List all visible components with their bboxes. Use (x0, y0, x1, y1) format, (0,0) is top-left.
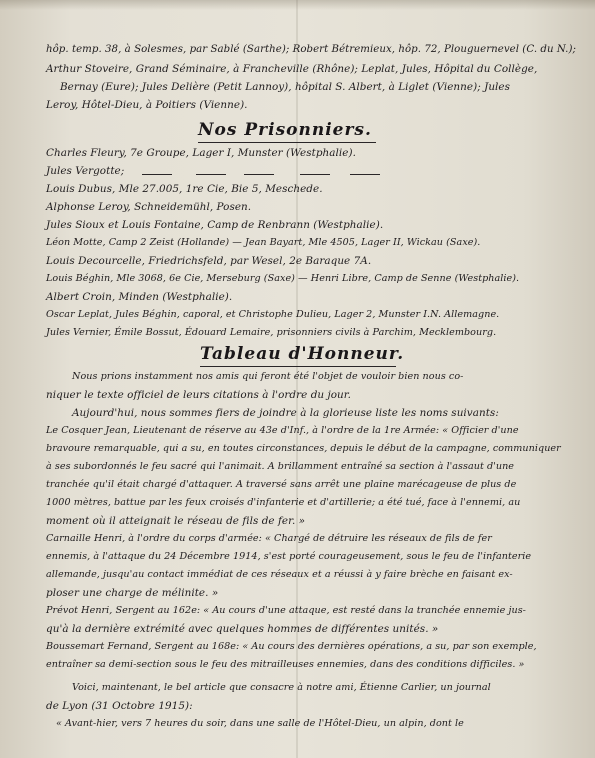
prisoners-heading: Nos Prisonniers. (198, 120, 372, 140)
honneur-line-8: 1000 mètres, battue par les feux croisés d'infanterie et d'artillerie; a été tué, face à l'ennemi, au (46, 497, 521, 508)
prisoners-heading-underline (198, 142, 376, 143)
prisoner-line-9: Albert Croin, Minden (Westphalie). (46, 291, 233, 303)
honneur-line-9: moment où il atteignait le réseau de fils de fer. » (46, 515, 306, 527)
honneur-line-13: ploser une charge de mélinite. » (46, 587, 219, 599)
prisoner-line-7: Louis Decourcelle, Friedrichsfeld, par Wesel, 2e Baraque 7A. (46, 255, 372, 267)
prisoner-line-6: Léon Motte, Camp 2 Zeist (Hollande) — Jean Bayart, Mle 4505, Lager II, Wickau (Saxe). (46, 237, 481, 248)
honneur-line-17: entraîner sa demi-section sous le feu des mitrailleuses ennemies, dans des conditions difficiles. » (46, 659, 525, 670)
honneur-line-1: Nous prions instamment nos amis qui feront été l'objet de vouloir bien nous co- (72, 371, 464, 382)
honneur-line-7: tranchée qu'il était chargé d'attaquer. A traversé sans arrêt une plaine marécageuse de plus de (46, 479, 517, 490)
honneur-line-10: Carnaille Henri, à l'ordre du corps d'armée: « Chargé de détruire les réseaux de fils de fer (46, 533, 492, 544)
closing-line-3: « Avant-hier, vers 7 heures du soir, dans une salle de l'Hôtel-Dieu, un alpin, dont le (56, 718, 464, 729)
ditto-dash (196, 174, 226, 175)
prisoner-line-1: Charles Fleury, 7e Groupe, Lager I, Munster (Westphalie). (46, 147, 356, 159)
prisoner-line-3: Louis Dubus, Mle 27.005, 1re Cie, Bie 5, Meschede. (46, 183, 323, 195)
honneur-line-4: Le Cosquer Jean, Lieutenant de réserve au 43e d'Inf., à l'ordre de la 1re Armée: « Officier d'une (46, 425, 519, 436)
prisoner-line-11: Jules Vernier, Émile Bossut, Édouard Lemaire, prisonniers civils à Parchim, Mecklembourg. (46, 327, 497, 338)
honneur-line-5: bravoure remarquable, qui a su, en toutes circonstances, depuis le début de la campagne, communiquer (46, 443, 561, 454)
honneur-line-3: Aujourd'hui, nous sommes fiers de joindre à la glorieuse liste les noms suivants: (72, 407, 499, 419)
honneur-line-11: ennemis, à l'attaque du 24 Décembre 1914, s'est porté courageusement, sous le feu de l'infanterie (46, 551, 532, 562)
ditto-dash (300, 174, 330, 175)
closing-line-2: de Lyon (31 Octobre 1915): (46, 700, 193, 712)
top-line-3: Bernay (Eure); Jules Delière (Petit Lannoy), hôpital S. Albert, à Liglet (Vienne); Jules (60, 81, 511, 93)
closing-line-1: Voici, maintenant, le bel article que consacre à notre ami, Étienne Carlier, un journal (72, 682, 491, 693)
prisoner-line-8: Louis Béghin, Mle 3068, 6e Cie, Merseburg (Saxe) — Henri Libre, Camp de Senne (Westphalie). (46, 273, 520, 284)
prisoner-line-2: Jules Vergotte; (46, 165, 125, 177)
prisoner-line-5: Jules Sioux et Louis Fontaine, Camp de Renbrann (Westphalie). (46, 219, 384, 231)
ditto-dash (350, 174, 380, 175)
honneur-line-15: qu'à la dernière extrémité avec quelques hommes de différentes unités. » (46, 623, 439, 635)
prisoner-line-10: Oscar Leplat, Jules Béghin, caporal, et Christophe Dulieu, Lager 2, Munster I.N. Allemagne. (46, 309, 500, 320)
top-line-4: Leroy, Hôtel-Dieu, à Poitiers (Vienne). (46, 99, 248, 111)
honneur-line-2: niquer le texte officiel de leurs citations à l'ordre du jour. (46, 389, 352, 401)
honneur-line-14: Prévot Henri, Sergent au 162e: « Au cours d'une attaque, est resté dans la tranchée ennemie jus- (46, 605, 526, 616)
prisoner-line-4: Alphonse Leroy, Schneidemühl, Posen. (46, 201, 252, 213)
top-line-2: Arthur Stoveire, Grand Séminaire, à Francheville (Rhône); Leplat, Jules, Hôpital du Collège, (46, 63, 538, 75)
honneur-line-16: Boussemart Fernand, Sergent au 168e: « Au cours des dernières opérations, a su, par son exemple, (46, 641, 537, 652)
honneur-heading: Tableau d'Honneur. (200, 344, 405, 364)
honneur-line-6: à ses subordonnés le feu sacré qui l'animait. A brillamment entraîné sa section à l'assaut d'une (46, 461, 515, 472)
honneur-line-12: allemande, jusqu'au contact immédiat de ces réseaux et a réussi à y faire brèche en faisant ex- (46, 569, 513, 580)
ditto-dash (244, 174, 274, 175)
honneur-heading-underline (200, 366, 396, 367)
top-line-1: hôp. temp. 38, à Solesmes, par Sablé (Sarthe); Robert Bétremieux, hôp. 72, Plouguernevel (C. du N.); (46, 44, 576, 55)
ditto-dash (142, 174, 172, 175)
